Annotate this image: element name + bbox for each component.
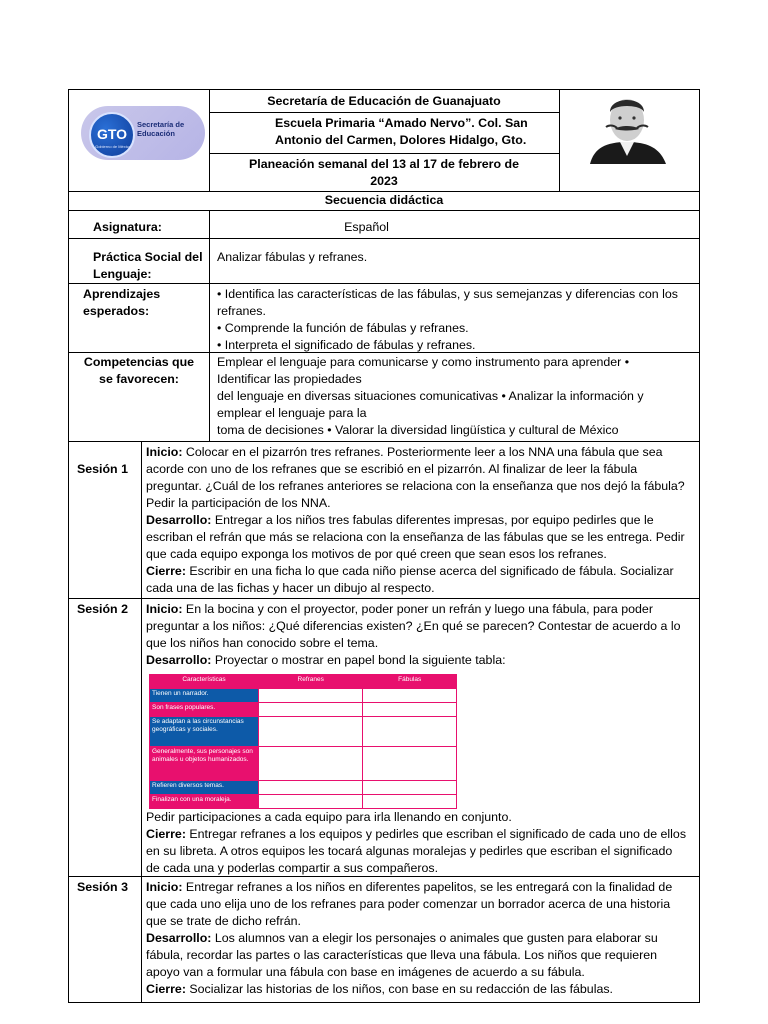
rule-practica (69, 283, 699, 284)
gto-emblem-icon: GTO Gobierno de México (89, 112, 135, 158)
rule-asignatura (69, 238, 699, 239)
practica-value: Analizar fábulas y refranes. (217, 250, 368, 264)
practica-label: Práctica Social del Lenguaje: (93, 250, 203, 281)
sessions-divider (141, 441, 142, 1003)
header-rule-1 (209, 112, 559, 113)
labels-divider (209, 210, 210, 441)
competencias-label: Competencias que se favorecen: (83, 355, 195, 386)
table-header: Fábulas (363, 675, 457, 689)
secuencia-title: Secuencia didáctica (324, 193, 444, 207)
table-header: Refranes (259, 675, 363, 689)
header-line-3: Planeación semanal del 13 al 17 de febrero de 2023 (249, 157, 519, 188)
table-row: Finalizan con una moraleja. (150, 795, 259, 809)
competencias-text: Emplear el lenguaje para comunicarse y como instrumento para aprender • Identificar las propiedades del lenguaje en diversas situaciones comunicativas • Analizar la información y emplear el lenguaje para la toma de decisiones • Valorar la diversidad lingüística y cultural de México (217, 355, 644, 437)
rule-competencias (69, 441, 699, 442)
sesion-3-content: Inicio: Entregar refranes a los niños en diferentes papelitos, se les entregará con la finalidad de que cada uno elija uno de los refranes para poder comenzar un borrador acerca de una historia que se trate de dicho refrán. Desarrollo: Los alumnos van a elegir los personajes o animales que gusten para elaborar su fábula, recordar las partes o las características que lleva una fábula. Los niños que requieren apoyo van a formular una fábula con base en imágenes de acuerdo a su fábula. Cierre: Socializar las historias de los niños, con base en su redacción de las fábulas. (146, 880, 673, 996)
characteristics-table (149, 674, 457, 809)
planning-document (68, 89, 700, 1003)
table-row: Tienen un narrador. (150, 689, 259, 703)
sesion-1-content: Inicio: Colocar en el pizarrón tres refranes. Posteriormente leer a los NNA una fábula que sea acorde con uno de los refranes que se escribió en el pizarrón. Al finalizar de leer la fábula preguntar. ¿Cuál de los refranes anteriores se relaciona con la enseñanza que nos dejó la fábula? Pedir la participación de los NNA. Desarrollo: Entregar a los niños tres fabulas diferentes impresas, por equipo pedirles que le escriban el refrán que más se relaciona con la enseñanza de las fábulas que se les entrega. Pedir que cada equipo exponga los motivos de por qué creen que sean esos los refranes. Cierre: Escribir en una ficha lo que cada niño piense acerca del significado de fábula. Socializar cada una de las fichas y hacer un dibujo al respecto. (146, 445, 685, 595)
aprendizajes-label: Aprendizajes esperados: (83, 287, 161, 318)
portrait-image (580, 90, 674, 164)
sesion-2-content-after: Pedir participaciones a cada equipo para irla llenando en conjunto. Cierre: Entregar refranes a los equipos y pedirles que escriban el significado de cada uno de ellos en su libreta. A otros equipos les tocará algunas moralejas y pedirles que escriban el significado de cada una y poderlas compartir a sus compañeros. (146, 810, 687, 875)
asignatura-label: Asignatura: (93, 220, 162, 234)
gto-logo (81, 106, 205, 160)
table-row: Son frases populares. (150, 703, 259, 717)
header-divider-right (559, 90, 560, 191)
sesion-2-content: Inicio: En la bocina y con el proyector, poder poner un refrán y luego una fábula, para poder preguntar a los niños: ¿Qué diferencias existen? ¿En qué se parecen? Contestar de acuerdo a lo que los niños han conocido sobre el tema. Desarrollo: Proyectar o mostrar en papel bond la siguiente tabla: (146, 602, 681, 667)
table-header: Características (150, 675, 259, 689)
logo-text: Secretaría de Educación (137, 120, 185, 138)
rule-sesion-1 (69, 598, 699, 599)
table-row: Refieren diversos temas. (150, 781, 259, 795)
asignatura-value: Español (344, 220, 389, 234)
sesion-1-label: Sesión 1 (77, 462, 128, 476)
header-line-2: Escuela Primaria “Amado Nervo”. Col. San Antonio del Carmen, Dolores Hidalgo, Gto. (275, 116, 528, 147)
header-rule-2 (209, 153, 559, 154)
aprendizajes-list: • Identifica las características de las fábulas, y sus semejanzas y diferencias con los refranes. • Comprende la función de fábulas y refranes. • Interpreta el significado de fábulas y refranes. (217, 287, 678, 352)
sesion-2-label: Sesión 2 (77, 602, 128, 616)
table-row: Se adaptan a las circunstancias geográficas y sociales. (150, 717, 259, 747)
header-line-1: Secretaría de Educación de Guanajuato (267, 94, 501, 108)
sesion-3-label: Sesión 3 (77, 880, 128, 894)
table-row: Generalmente, sus personajes son animales u objetos humanizados. (150, 747, 259, 781)
rule-secuencia-bottom (69, 210, 699, 211)
